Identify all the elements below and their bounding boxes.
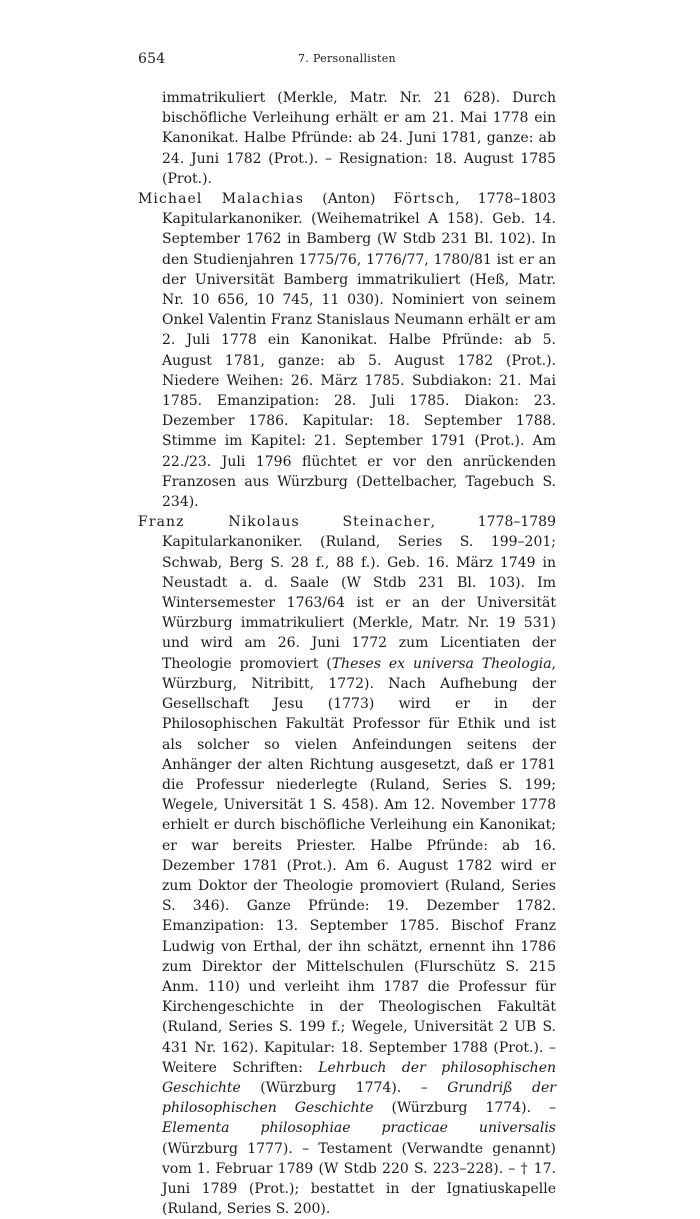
entry-foertsch	[138, 189, 556, 512]
person-name: Steinacher	[342, 514, 431, 531]
entry-text: (Würzburg 1774). –	[240, 1079, 448, 1096]
work-title: Elementa philosophiae practicae universalis	[162, 1120, 556, 1137]
entry-text: (Anton)	[304, 191, 394, 208]
person-name: Franz Nikolaus	[138, 514, 300, 531]
running-head: 7. Personallisten	[298, 52, 396, 65]
work-title: Grundriß der philosophischen Geschichte	[162, 1079, 556, 1117]
page-header	[138, 51, 556, 71]
entry-continuation	[138, 88, 556, 189]
entry-text: (Würzburg 1777). – Testament (Verwandte genannt) vom 1. Februar 1789 (W Stdb 220 S. 223–228). – † 17. Juni 1789 (Prot.); bestattet in der Ignatiuskapelle (Ruland, Series S. 200).	[162, 1140, 556, 1218]
person-name: Michael Malachias	[138, 191, 305, 208]
text-body	[138, 88, 556, 1219]
entry-text: , 1778–1789 Kapitularkanoniker. (Ruland, Series S. 199–201; Schwab, Berg S. 28 f., 88 f.). Geb. 16. März 1749 in Neustadt a. d. Saale (W Stdb 231 Bl. 103). Im Wintersemester 1763/64 ist er an der Universität Würzburg immatrikuliert (Merkle, Matr. Nr. 19 531) und wird am 26. Juni 1772 zum Licentiaten der Theologie promoviert (	[162, 514, 556, 672]
page-number: 654	[138, 51, 166, 67]
entry-text: (Würzburg 1774). –	[373, 1100, 556, 1117]
entry-text	[300, 514, 343, 530]
entry-text: , Würzburg, Nitribitt, 1772). Nach Aufhebung der Gesellschaft Jesu (1773) wird er in der Philosophischen Fakultät Professor für Ethik und ist als solcher so vielen Anfeindungen seitens der Anhänger der alten Richtung ausgesetzt, daß er 1781 die Professur niederlegte (Ruland, Series S. 199; Wegele, Universität 1 S. 458). Am 12. November 1778 erhielt er durch bischöfliche Verleihung ein Kanonikat; er war bereits Priester. Halbe Pfründe: ab 16. Dezember 1781 (Prot.). Am 6. August 1782 wird er zum Doktor der Theologie promoviert (Ruland, Series S. 346). Ganze Pfründe: 19. Dezember 1782. Emanzipation: 13. September 1785. Bischof Franz Ludwig von Erthal, der ihn schätzt, ernennt ihn 1786 zum Direktor der Mittelschulen (Flurschütz S. 215 Anm. 110) und verleiht ihm 1787 die Professur für Kirchengeschichte in der Theologischen Fakultät (Ruland, Series S. 199 f.; Wegele, Universität 2 UB S. 431 Nr. 162). Kapitular: 18. September 1788 (Prot.). – Weitere Schriften:	[162, 655, 556, 1076]
entry-text: immatrikuliert (Merkle, Matr. Nr. 21 628). Durch bischöfliche Verleihung erhält er am 21. Mai 1778 ein Kanonikat. Halbe Pfründe: ab 24. Juni 1781, ganze: ab 24. Juni 1782 (Prot.). – Resignation: 18. August 1785 (Prot.).	[162, 90, 556, 187]
entry-text: , 1778–1803 Kapitularkanoniker. (Weihematrikel A 158). Geb. 14. September 1762 in Bamberg (W Stdb 231 Bl. 102). In den Studienjahren 1775/76, 1776/77, 1780/81 ist er an der Universität Bamberg immatrikuliert (Heß, Matr. Nr. 10 656, 10 745, 11 030). Nominiert von seinem Onkel Valentin Franz Stanislaus Neumann erhält er am 2. Juli 1778 ein Kanonikat. Halbe Pfründe: ab 5. August 1781, ganze: ab 5. August 1782 (Prot.). Niedere Weihen: 26. März 1785. Subdiakon: 21. Mai 1785. Emanzipation: 28. Juli 1785. Diakon: 23. Dezember 1786. Kapitular: 18. September 1788. Stimme im Kapitel: 21. September 1791 (Prot.). Am 22./23. Juli 1796 flüchtet er vor den anrückenden Franzosen aus Würzburg (Dettelbacher, Tagebuch S. 234).	[162, 191, 556, 511]
work-title: Theses ex universa Theologia	[331, 655, 552, 672]
entry-steinacher	[138, 512, 556, 1219]
person-name: Förtsch	[393, 191, 456, 208]
work-title: Lehrbuch der philosophischen Geschichte	[162, 1059, 556, 1096]
